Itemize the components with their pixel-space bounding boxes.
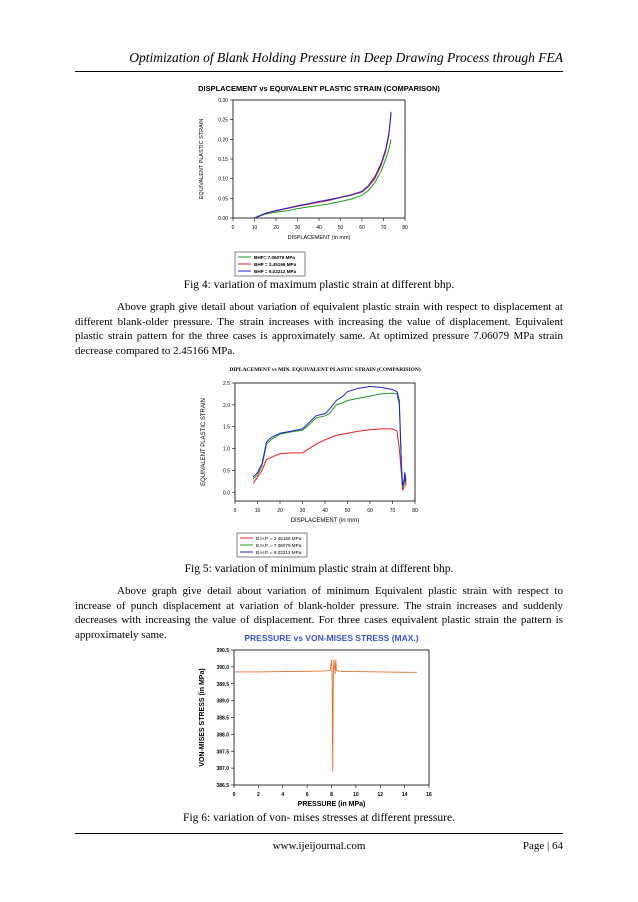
- x-tick-label: 50: [337, 225, 344, 231]
- x-axis-label: PRESSURE (in MPa): [297, 801, 366, 808]
- x-tick-label: 0: [233, 508, 237, 514]
- x-tick-label: 14: [401, 792, 408, 798]
- x-tick-label: 70: [389, 508, 396, 514]
- x-tick-label: 20: [277, 508, 283, 514]
- x-tick-label: 12: [377, 792, 384, 798]
- y-axis-label: VON-MISES STRESS (in MPa): [199, 668, 206, 767]
- figure-5-caption: Fig 5: variation of minimum plastic strain at different bhp.: [184, 563, 454, 575]
- figure-4-caption: Fig 4: variation of maximum plastic strain at different bhp.: [183, 279, 455, 291]
- running-header: Optimization of Blank Holding Pressure in Deep Drawing Process through FEA: [129, 50, 563, 65]
- page-number: Page | 64: [522, 840, 563, 852]
- x-tick-label: 40: [316, 225, 322, 231]
- y-tick-label: 390.5: [216, 648, 229, 654]
- x-tick-label: 60: [359, 225, 365, 231]
- x-tick-label: 70: [380, 225, 387, 231]
- y-tick-label: 0.10: [218, 176, 228, 183]
- y-tick-label: 0.15: [218, 157, 228, 163]
- x-axis-label: DISPLACEMENT (in mm): [290, 518, 360, 524]
- x-tick-label: 60: [367, 508, 373, 514]
- x-tick-label: 80: [402, 225, 408, 231]
- series-line-1: [253, 429, 406, 490]
- y-axis-label: EQUIVALENT PLASTIC STRAIN: [201, 398, 207, 486]
- legend-label: BHP = 9.02212 MPa: [254, 268, 297, 274]
- x-tick-label: 50: [344, 508, 351, 514]
- series-line-1: [234, 660, 417, 771]
- legend-label: BHP= 7.06079 MPa: [254, 254, 295, 260]
- y-tick-label: 389.0: [216, 698, 229, 705]
- legend-label: BHP = 2.45166 MPa: [254, 261, 297, 267]
- x-tick-label: 4: [281, 792, 285, 798]
- x-tick-label: 0: [231, 225, 235, 231]
- y-tick-label: 389.5: [216, 681, 229, 688]
- x-tick-label: 2: [256, 792, 260, 798]
- y-tick-label: 0.30: [218, 98, 228, 104]
- y-tick-label: 390.0: [216, 664, 229, 671]
- y-tick-label: 1.5: [223, 424, 230, 431]
- series-line-2: [255, 114, 392, 218]
- y-tick-label: 386.5: [216, 783, 229, 789]
- y-tick-label: 0.25: [218, 117, 228, 124]
- y-tick-label: 387.5: [216, 749, 229, 756]
- y-tick-label: 0.0: [223, 490, 230, 497]
- y-tick-label: 1.0: [223, 446, 230, 453]
- legend-label: B.H.P. = 2.45166 MPa: [256, 535, 302, 541]
- figure-6-caption: Fig 6: variation of von- mises stresses at different pressure.: [183, 812, 455, 824]
- series-line-1: [255, 139, 392, 218]
- x-tick-label: 30: [299, 508, 306, 514]
- chart-title: DIPLACEMENT vs MIN. EQUIVALENT PLASTIC STRAIN (COMPARISION): [229, 367, 421, 373]
- x-tick-label: 40: [322, 508, 328, 514]
- x-tick-label: 10: [353, 792, 359, 798]
- y-tick-label: 388.5: [216, 715, 229, 722]
- figure-5-chart: [195, 363, 445, 563]
- x-tick-label: 16: [426, 792, 432, 798]
- x-tick-label: 10: [251, 225, 258, 231]
- y-tick-label: 2.0: [223, 402, 230, 409]
- plot-frame: [235, 383, 415, 501]
- y-tick-label: 0.5: [223, 468, 230, 475]
- plot-frame: [233, 100, 405, 218]
- chart-title: DISPLACEMENT vs EQUIVALENT PLASTIC STRAIN (COMPARISON): [198, 84, 440, 93]
- x-axis-label: DISPLACEMENT (in mm): [287, 235, 351, 241]
- footer-url: www.ijeijournal.com: [272, 840, 366, 852]
- x-tick-label: 10: [254, 508, 261, 514]
- plot-frame: [234, 650, 429, 785]
- chart-title: PRESSURE vs VON-MISES STRESS (MAX.): [244, 633, 419, 643]
- paragraph-2-text: Above graph give detail about variation of minimum Equivalent plastic strain with respect to increase of punch displacement at variation of blank-holder pressure. The strain increases and suddenly decreases with increasing the value of displacement. For three cases equivalent plastic strain the pattern is approximately same.: [75, 585, 563, 641]
- series-line-2: [253, 393, 406, 488]
- x-tick-label: 8: [330, 792, 333, 798]
- y-tick-label: 0.05: [218, 196, 228, 203]
- x-tick-label: 0: [232, 792, 236, 798]
- figure-4-chart: [185, 82, 455, 280]
- y-tick-label: 0.20: [218, 137, 228, 144]
- y-tick-label: 387.0: [216, 766, 229, 773]
- legend-label: B.H.P. = 7.06079 MPa: [256, 542, 302, 548]
- x-tick-label: 80: [412, 508, 418, 514]
- footer-rule: [75, 833, 563, 834]
- y-tick-label: 388.0: [216, 732, 229, 739]
- y-tick-label: 2.5: [223, 381, 230, 387]
- y-axis-label: EQUIVALENT PLASTIC STRAIN: [199, 118, 205, 200]
- paragraph-1: [75, 300, 563, 358]
- x-tick-label: 30: [294, 225, 301, 231]
- legend-label: B.H.P. = 9.02212 MPa: [256, 549, 302, 555]
- x-tick-label: 6: [305, 792, 309, 798]
- x-tick-label: 20: [273, 225, 279, 231]
- header-rule: [75, 71, 563, 72]
- y-tick-label: 0.00: [218, 216, 228, 222]
- paragraph-1-text: Above graph give detail about variation of equivalent plastic strain with respect to displacement at different blank-older pressure. The strain increases with increasing the value of displacement. Equivalent plastic strain pattern for the three cases is approximately same. At optimized pressure 7.06079 MPa strain decrease compared to 2.45166 MPa.: [75, 301, 563, 357]
- figure-6-chart: [190, 628, 450, 813]
